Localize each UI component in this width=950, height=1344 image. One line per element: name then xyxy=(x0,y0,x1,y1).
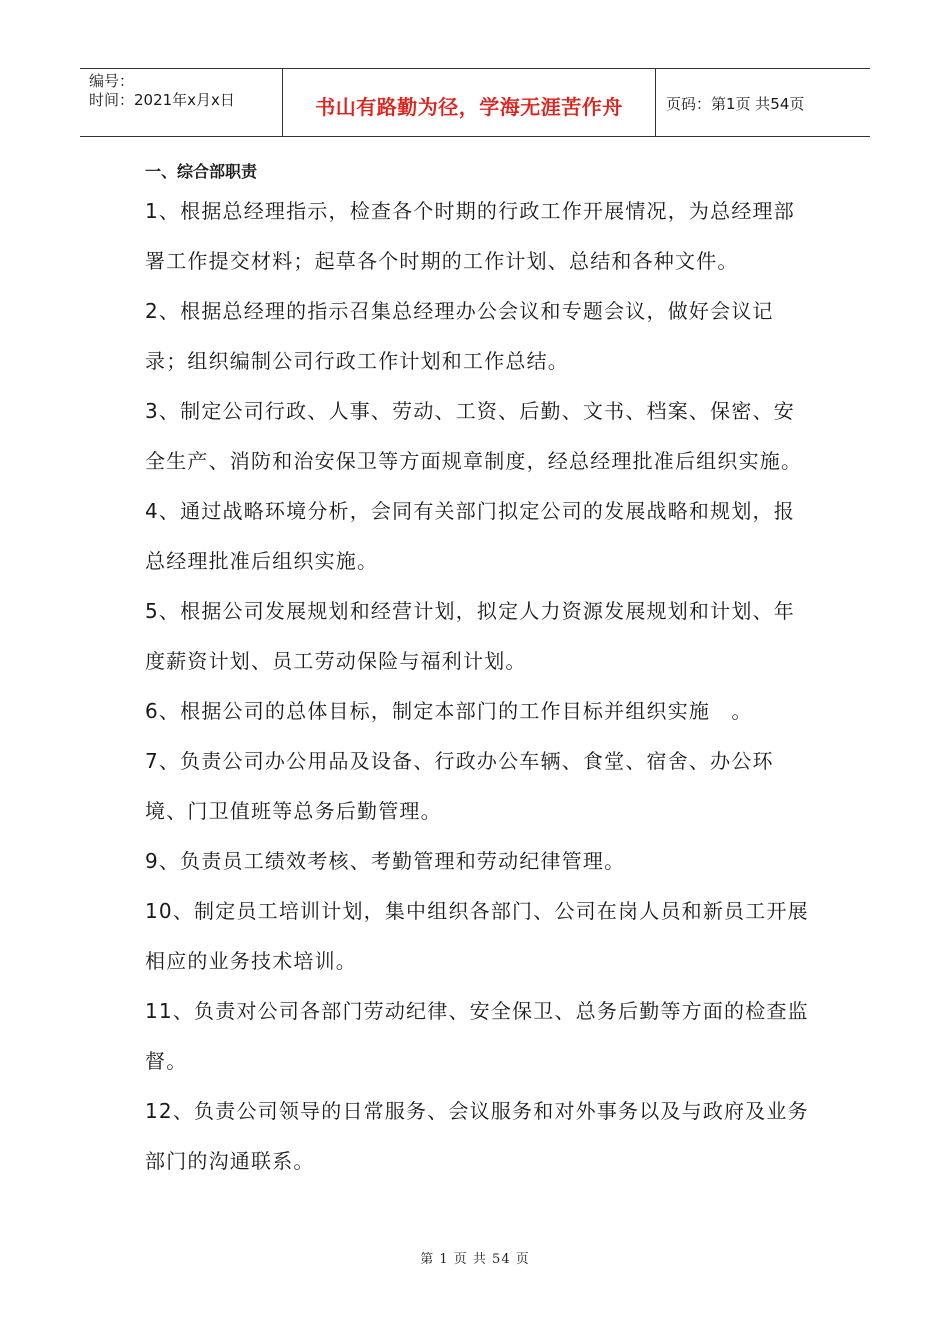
paragraph-9: 9、负责员工绩效考核、考勤管理和劳动纪律管理。 xyxy=(145,849,626,873)
header-page-info: 页码：第1页 共54页 xyxy=(666,95,805,113)
header-motto-cell xyxy=(283,69,656,136)
paragraph-5: 5、根据公司发展规划和经营计划，拟定人力资源发展规划和计划、年度薪资计划、员工劳动保险与福利计划。 xyxy=(145,599,795,673)
paragraph-6: 6、根据公司的总体目标，制定本部门的工作目标并组织实施 。 xyxy=(145,699,753,723)
paragraph-2: 2、根据总经理的指示召集总经理办公会议和专题会议，做好会议记录；组织编制公司行政工作计划和工作总结。 xyxy=(145,299,774,373)
document-code-label: 编号： xyxy=(89,72,135,90)
header-page-cell xyxy=(656,69,870,136)
page-footer: 第 1 页 共 54 页 xyxy=(420,1252,530,1267)
header-motto: 书山有路勤为径，学海无涯苦作舟 xyxy=(315,95,623,119)
paragraph-11: 11、负责对公司各部门劳动纪律、安全保卫、总务后勤等方面的检查监督。 xyxy=(145,999,809,1073)
paragraph-7: 7、负责公司办公用品及设备、行政办公车辆、食堂、宿舍、办公环境、门卫值班等总务后勤管理。 xyxy=(145,749,774,823)
header-table xyxy=(80,68,870,137)
header-meta-cell xyxy=(80,69,283,136)
paragraph-12: 12、负责公司领导的日常服务、会议服务和对外事务以及与政府及业务部门的沟通联系。 xyxy=(145,1099,809,1173)
section-title: 一、综合部职责 xyxy=(145,162,258,181)
paragraph-3: 3、制定公司行政、人事、劳动、工资、后勤、文书、档案、保密、安全生产、消防和治安保卫等方面规章制度，经总经理批准后组织实施。 xyxy=(145,399,803,473)
document-date-label: 时间：2021年x月x日 xyxy=(89,91,235,109)
paragraph-1: 1、根据总经理指示，检查各个时期的行政工作开展情况，为总经理部署工作提交材料；起草各个时期的工作计划、总结和各种文件。 xyxy=(145,199,795,273)
paragraph-10: 10、制定员工培训计划，集中组织各部门、公司在岗人员和新员工开展相应的业务技术培训。 xyxy=(145,899,809,973)
paragraph-4: 4、通过战略环境分析，会同有关部门拟定公司的发展战略和规划，报总经理批准后组织实施。 xyxy=(145,499,795,573)
document-body xyxy=(145,186,810,1186)
